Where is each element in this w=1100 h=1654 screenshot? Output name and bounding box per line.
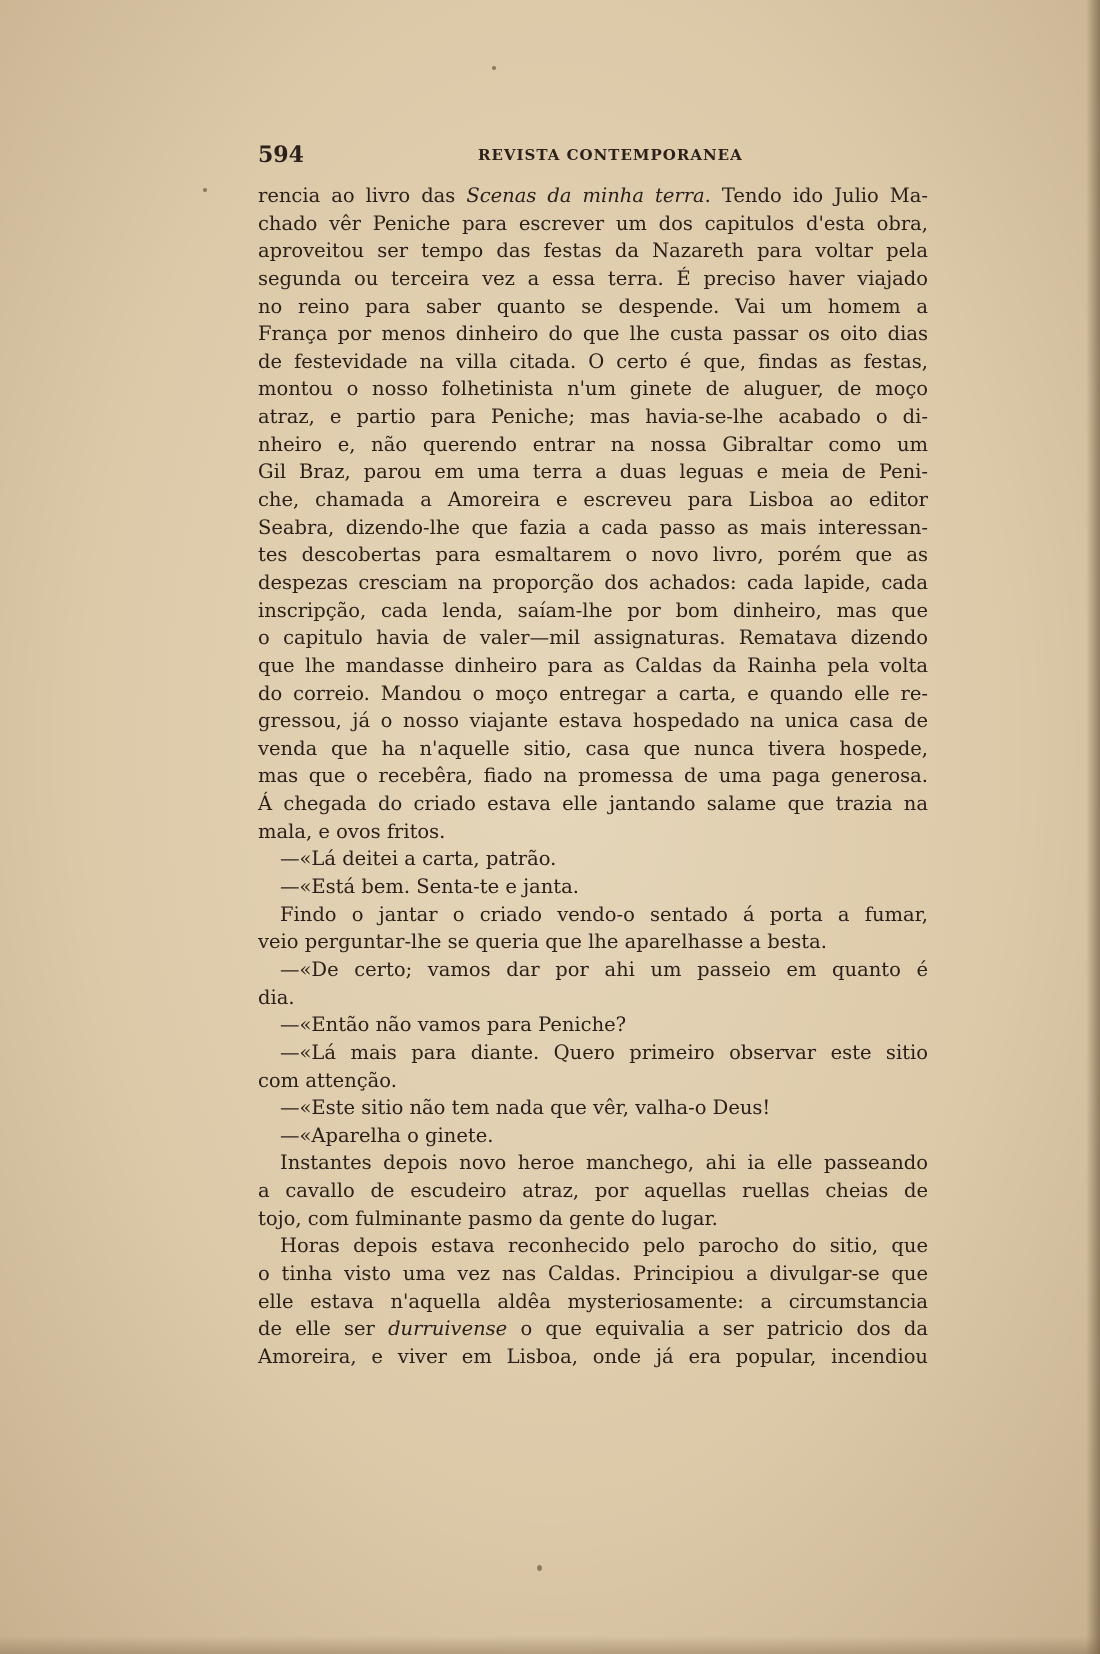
text-line: tes descobertas para esmaltarem o novo livro, porém que as [258, 543, 928, 567]
italic-title: durruivense [388, 1317, 508, 1341]
text-line: gressou, já o nosso viajante estava hospedado na unica casa de [258, 709, 928, 733]
text-line: tojo, com fulminante pasmo da gente do lugar. [258, 1206, 718, 1230]
text-line: França por menos dinheiro do que lhe custa passar os oito dias [258, 322, 928, 346]
text-line: o capitulo havia de valer—mil assignaturas. Rematava dizendo [258, 626, 928, 650]
text-line: —«De certo; vamos dar por ahi um passeio em quanto é [280, 957, 928, 981]
text-line: que lhe mandasse dinheiro para as Caldas da Rainha pela volta [258, 653, 928, 677]
text-line: dia. [258, 985, 295, 1009]
text-line: atraz, e partio para Peniche; mas havia-se-lhe acabado o di- [258, 405, 928, 429]
text-line: Á chegada do criado estava elle jantando salame que trazia na [258, 792, 928, 816]
text-line: elle estava n'aquella aldêa mysteriosamente: a circumstancia [258, 1289, 928, 1313]
text-line: aproveitou ser tempo das festas da Nazareth para voltar pela [258, 239, 928, 263]
text-line: Horas depois estava reconhecido pelo parocho do sitio, que [280, 1234, 928, 1258]
text-line: de festevidade na villa citada. O certo é que, findas as festas, [258, 349, 928, 373]
page-number: 594 [258, 142, 304, 168]
text-line: Instantes depois novo heroe manchego, ahi ia elle passeando [280, 1151, 928, 1175]
text-line: —«Lá deitei a carta, patrão. [280, 847, 557, 871]
text-line: segunda ou terceira vez a essa terra. É preciso haver viajado [258, 266, 928, 290]
page-edge-shadow [1086, 0, 1100, 1654]
text-run: o que equivalia a ser patricio dos da [507, 1317, 929, 1341]
text-line: com attenção. [258, 1068, 397, 1092]
text-line: o tinha visto uma vez nas Caldas. Principiou a divulgar-se que [258, 1261, 928, 1285]
text-line: Gil Braz, parou em uma terra a duas leguas e meia de Peni- [258, 460, 928, 484]
text-line: montou o nosso folhetinista n'um ginete de aluguer, de moço [258, 377, 928, 401]
ink-speck [203, 188, 207, 192]
text-line: a cavallo de escudeiro atraz, por aquellas ruellas cheias de [258, 1179, 928, 1203]
body-text [258, 182, 928, 1371]
text-line: chado vêr Peniche para escrever um dos capitulos d'esta obra, [258, 211, 928, 235]
ink-speck [537, 1565, 542, 1571]
text-line: mas que o recebêra, fiado na promessa de uma paga generosa. [258, 764, 928, 788]
running-title: REVISTA CONTEMPORANEA [478, 146, 743, 164]
text-run: de elle ser [258, 1317, 389, 1341]
text-line: do correio. Mandou o moço entregar a carta, e quando elle re- [258, 681, 928, 705]
text-run: rencia ao livro das [258, 184, 467, 207]
text-line: Seabra, dizendo-lhe que fazia a cada passo as mais interessan- [258, 515, 928, 539]
text-line: nheiro e, não querendo entrar na nossa Gibraltar como um [258, 432, 928, 456]
text-line: —«Está bem. Senta-te e janta. [280, 875, 579, 899]
text-line [258, 1315, 928, 1343]
text-line: veio perguntar-lhe se queria que lhe aparelhasse a besta. [258, 930, 827, 954]
text-line: inscripção, cada lenda, saíam-lhe por bom dinheiro, mas que [258, 598, 928, 622]
text-line: no reino para saber quanto se despende. Vai um homem a [258, 294, 928, 318]
text-line: —«Lá mais para diante. Quero primeiro observar este sitio [280, 1040, 928, 1064]
text-line: venda que ha n'aquelle sitio, casa que nunca tivera hospede, [258, 736, 928, 760]
text-line [258, 182, 928, 210]
page-bottom-shadow [0, 1636, 1100, 1654]
page-header [258, 142, 928, 172]
text-run: . Tendo ido Julio Ma- [704, 184, 928, 207]
text-line: —«Aparelha o ginete. [280, 1123, 494, 1147]
text-line: despezas cresciam na proporção dos achados: cada lapide, cada [258, 570, 928, 594]
text-line: Amoreira, e viver em Lisboa, onde já era popular, incendiou [258, 1344, 928, 1368]
italic-title: Scenas da minha terra [466, 184, 705, 207]
text-line: —«Então não vamos para Peniche? [280, 1013, 627, 1037]
text-line: Findo o jantar o criado vendo-o sentado á porta a fumar, [280, 902, 928, 926]
text-line: che, chamada a Amoreira e escreveu para Lisboa ao editor [258, 488, 928, 512]
ink-speck [492, 66, 496, 70]
text-line: mala, e ovos fritos. [258, 819, 446, 843]
text-line: —«Este sitio não tem nada que vêr, valha-o Deus! [280, 1096, 771, 1120]
